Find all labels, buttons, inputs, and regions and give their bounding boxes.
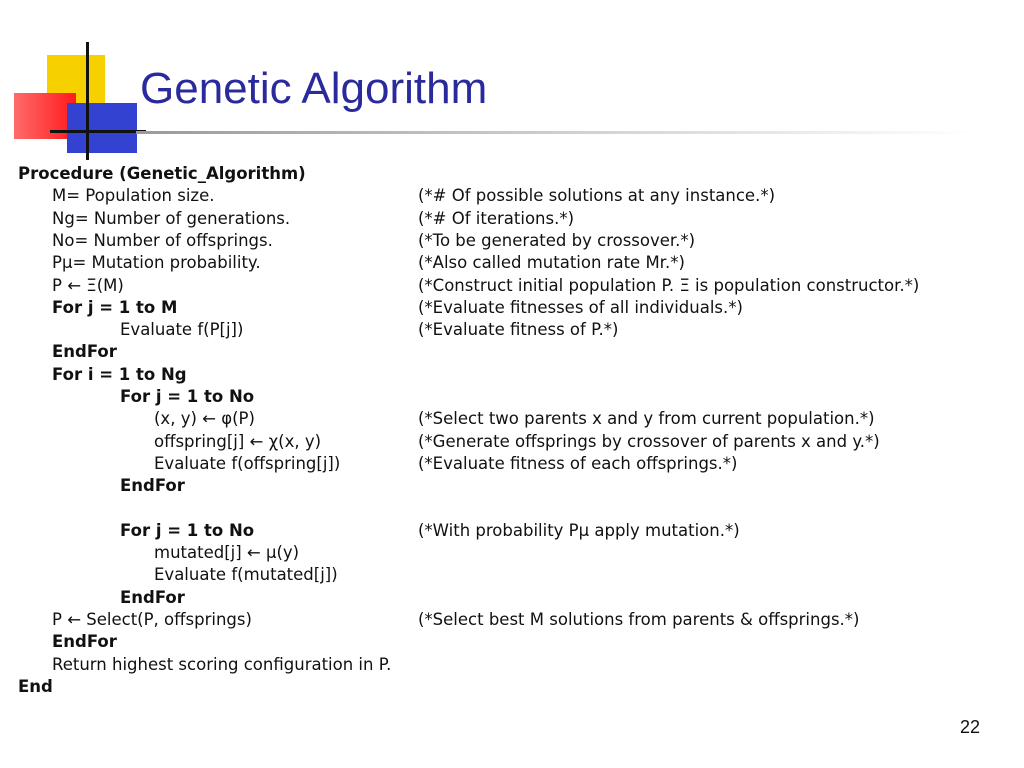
algorithm-line: [18, 564, 1024, 586]
algorithm-line: [18, 297, 1024, 319]
algorithm-comment: (*Evaluate fitness of P.*): [418, 320, 619, 340]
algorithm-line: [18, 408, 1024, 430]
algorithm-line: [18, 163, 1024, 185]
algorithm-line: [18, 654, 1024, 676]
algorithm-line: [18, 252, 1024, 274]
algorithm-comment: (*To be generated by crossover.*): [418, 230, 696, 250]
algorithm-code: Return highest scoring configuration in P.: [52, 654, 392, 674]
algorithm-comment: (*# Of iterations.*): [418, 208, 575, 228]
algorithm-comment: (*Select best M solutions from parents & offsprings.*): [418, 610, 860, 629]
algorithm-code: M= Population size.: [52, 186, 215, 206]
algorithm-line: [18, 208, 1024, 230]
algorithm-line: [18, 631, 1024, 653]
algorithm-comment: (*With probability Pμ apply mutation.*): [418, 520, 740, 540]
algorithm-code: P ← Select(P, offsprings): [52, 610, 252, 629]
algorithm-line: [18, 609, 1024, 631]
algorithm-line: [18, 386, 1024, 408]
algorithm-line: [18, 498, 1024, 520]
algorithm-line: [18, 275, 1024, 297]
algorithm-code: Evaluate f(mutated[j]): [154, 565, 338, 585]
algorithm-comment: (*Evaluate fitnesses of all individuals.*): [418, 297, 743, 317]
algorithm-code: EndFor: [52, 632, 117, 652]
algorithm-code: EndFor: [120, 587, 185, 607]
algorithm-code: Evaluate f(offspring[j]): [154, 453, 341, 473]
logo-blue-square: [67, 103, 137, 153]
algorithm-comment: (*# Of possible solutions at any instance.*): [418, 186, 776, 206]
slide-title: Genetic Algorithm: [140, 64, 488, 113]
algorithm-line: [18, 453, 1024, 475]
logo-vertical-line: [86, 42, 89, 160]
title-underline: [136, 131, 976, 134]
algorithm-comment: (*Select two parents x and y from current population.*): [418, 409, 875, 429]
algorithm-line: [18, 364, 1024, 386]
algorithm-code: For j = 1 to No: [120, 520, 255, 540]
algorithm-code: Procedure (Genetic_Algorithm): [18, 164, 306, 183]
algorithm-line: [18, 676, 1024, 693]
algorithm-code: offspring[j] ← χ(x, y): [154, 431, 322, 451]
algorithm-line: [18, 230, 1024, 252]
algorithm-comment: (*Evaluate fitness of each offsprings.*): [418, 453, 738, 473]
algorithm-code: Pμ= Mutation probability.: [52, 253, 261, 273]
algorithm-line: [18, 520, 1024, 542]
page-number: 22: [959, 717, 980, 737]
algorithm-code: P ← Ξ(M): [52, 275, 124, 295]
algorithm-code: EndFor: [120, 476, 185, 496]
algorithm-code: For i = 1 to Ng: [52, 364, 187, 384]
algorithm-code: (x, y) ← φ(P): [154, 409, 255, 429]
algorithm-code: EndFor: [52, 342, 117, 362]
algorithm-code: For j = 1 to No: [120, 387, 255, 406]
algorithm-line: [18, 319, 1024, 341]
algorithm-code: End: [18, 676, 53, 693]
algorithm-line: [18, 542, 1024, 564]
algorithm-line: [18, 475, 1024, 497]
algorithm-comment: (*Construct initial population P. Ξ is population constructor.*): [418, 275, 920, 295]
algorithm-code: Evaluate f(P[j]): [120, 320, 244, 340]
algorithm-comment: (*Also called mutation rate Mr.*): [418, 253, 685, 273]
algorithm-line: [18, 185, 1024, 207]
algorithm-code: mutated[j] ← μ(y): [154, 543, 300, 563]
algorithm-code: No= Number of offsprings.: [52, 230, 273, 250]
logo-horizontal-line: [50, 130, 146, 133]
algorithm-listing: [18, 163, 1024, 693]
algorithm-line: [18, 587, 1024, 609]
algorithm-line: [18, 431, 1024, 453]
algorithm-line: [18, 341, 1024, 363]
algorithm-code: Ng= Number of generations.: [52, 208, 291, 228]
algorithm-comment: (*Generate offsprings by crossover of parents x and y.*): [418, 431, 880, 451]
algorithm-code: For j = 1 to M: [52, 297, 178, 317]
